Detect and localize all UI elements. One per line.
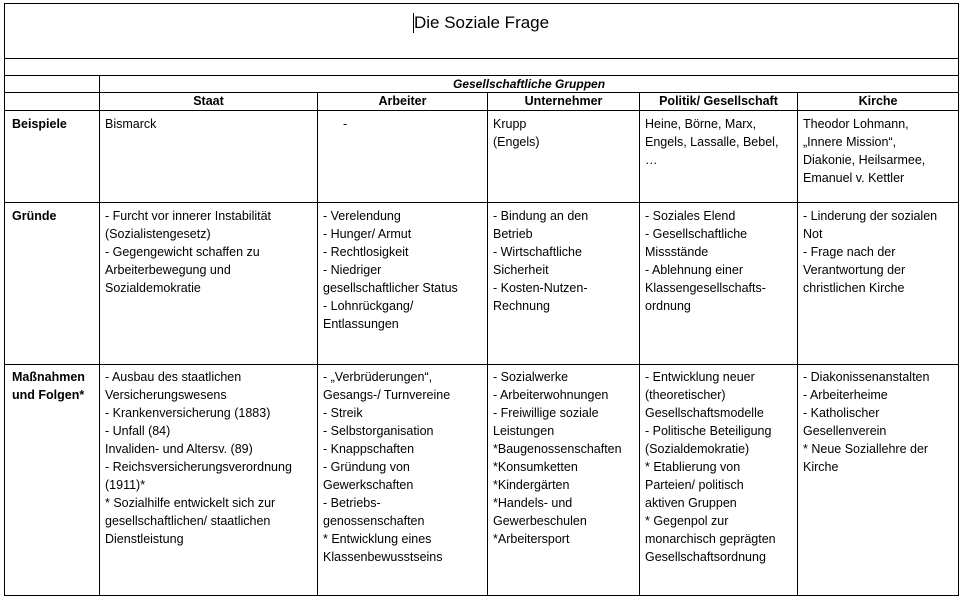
cell-gruende-arbeiter[interactable]: - Verelendung - Hunger/ Armut - Rechtlosigkeit - Niedriger gesellschaftlicher Status - Lohnrückgang/ Entlassungen	[318, 203, 488, 365]
cell-massnahmen-politik[interactable]: - Entwicklung neuer (theoretischer) Gesellschaftsmodelle - Politische Beteiligung (Sozialdemokratie) * Etablierung von Parteien/ politisch aktiven Gruppen * Gegenpol zur monarchisch geprägten Gesellschaftsordnung	[640, 365, 798, 596]
cell-beispiele-kirche[interactable]: Theodor Lohmann, „Innere Mission“, Diakonie, Heilsarmee, Emanuel v. Kettler	[798, 111, 959, 203]
empty-label-cell[interactable]	[5, 93, 100, 111]
title-cell[interactable]	[5, 4, 959, 59]
document-page	[4, 3, 958, 596]
cell-beispiele-politik[interactable]: Heine, Börne, Marx, Engels, Lassalle, Bebel, …	[640, 111, 798, 203]
column-header-staat[interactable]: Staat	[100, 93, 318, 111]
empty-corner-cell[interactable]	[5, 76, 100, 93]
cell-beispiele-unternehmer[interactable]: Krupp (Engels)	[488, 111, 640, 203]
cell-massnahmen-staat[interactable]: - Ausbau des staatlichen Versicherungswesens - Krankenversicherung (1883) - Unfall (84) Invaliden- und Altersv. (89) - Reichsversicherungsverordnung (1911)* * Sozialhilfe entwickelt sich zur gesellschaftlichen/ staatlichen Dienstleistung	[100, 365, 318, 596]
cell-massnahmen-kirche[interactable]: - Diakonissenanstalten - Arbeiterheime - Katholischer Gesellenverein * Neue Soziallehre der Kirche	[798, 365, 959, 596]
row-label-gruende[interactable]: Gründe	[5, 203, 100, 365]
cell-gruende-politik[interactable]: - Soziales Elend - Gesellschaftliche Missstände - Ablehnung einer Klassengesellschafts- ordnung	[640, 203, 798, 365]
cell-gruende-kirche[interactable]: - Linderung der sozialen Not - Frage nach der Verantwortung der christlichen Kirche	[798, 203, 959, 365]
group-header[interactable]: Gesellschaftliche Gruppen	[100, 76, 959, 93]
page-title: Die Soziale Frage	[413, 13, 550, 32]
table-row	[5, 111, 959, 203]
column-header-unternehmer[interactable]: Unternehmer	[488, 93, 640, 111]
column-header-politik[interactable]: Politik/ Gesellschaft	[640, 93, 798, 111]
text-cursor	[413, 13, 414, 33]
table-row	[5, 203, 959, 365]
cell-massnahmen-arbeiter[interactable]: - „Verbrüderungen“, Gesangs-/ Turnvereine - Streik - Selbstorganisation - Knappschaften - Gründung von Gewerkschaften - Betriebs- genossenschaften * Entwicklung eines Klassenbewusstseins	[318, 365, 488, 596]
column-header-kirche[interactable]: Kirche	[798, 93, 959, 111]
row-label-beispiele[interactable]: Beispiele	[5, 111, 100, 203]
cell-beispiele-arbeiter[interactable]: -	[318, 111, 488, 203]
cell-beispiele-staat[interactable]: Bismarck	[100, 111, 318, 203]
row-label-massnahmen[interactable]: Maßnahmen und Folgen*	[5, 365, 100, 596]
cell-massnahmen-unternehmer[interactable]: - Sozialwerke - Arbeiterwohnungen - Freiwillige soziale Leistungen *Baugenossenschaften *Konsumketten *Kindergärten *Handels- und Gewerbeschulen *Arbeitersport	[488, 365, 640, 596]
social-question-table	[4, 3, 959, 596]
column-header-arbeiter[interactable]: Arbeiter	[318, 93, 488, 111]
cell-gruende-unternehmer[interactable]: - Bindung an den Betrieb - Wirtschaftliche Sicherheit - Kosten-Nutzen- Rechnung	[488, 203, 640, 365]
cell-gruende-staat[interactable]: - Furcht vor innerer Instabilität (Sozialistengesetz) - Gegengewicht schaffen zu Arbeiterbewegung und Sozialdemokratie	[100, 203, 318, 365]
table-row	[5, 365, 959, 596]
spacer-row[interactable]	[5, 59, 959, 76]
